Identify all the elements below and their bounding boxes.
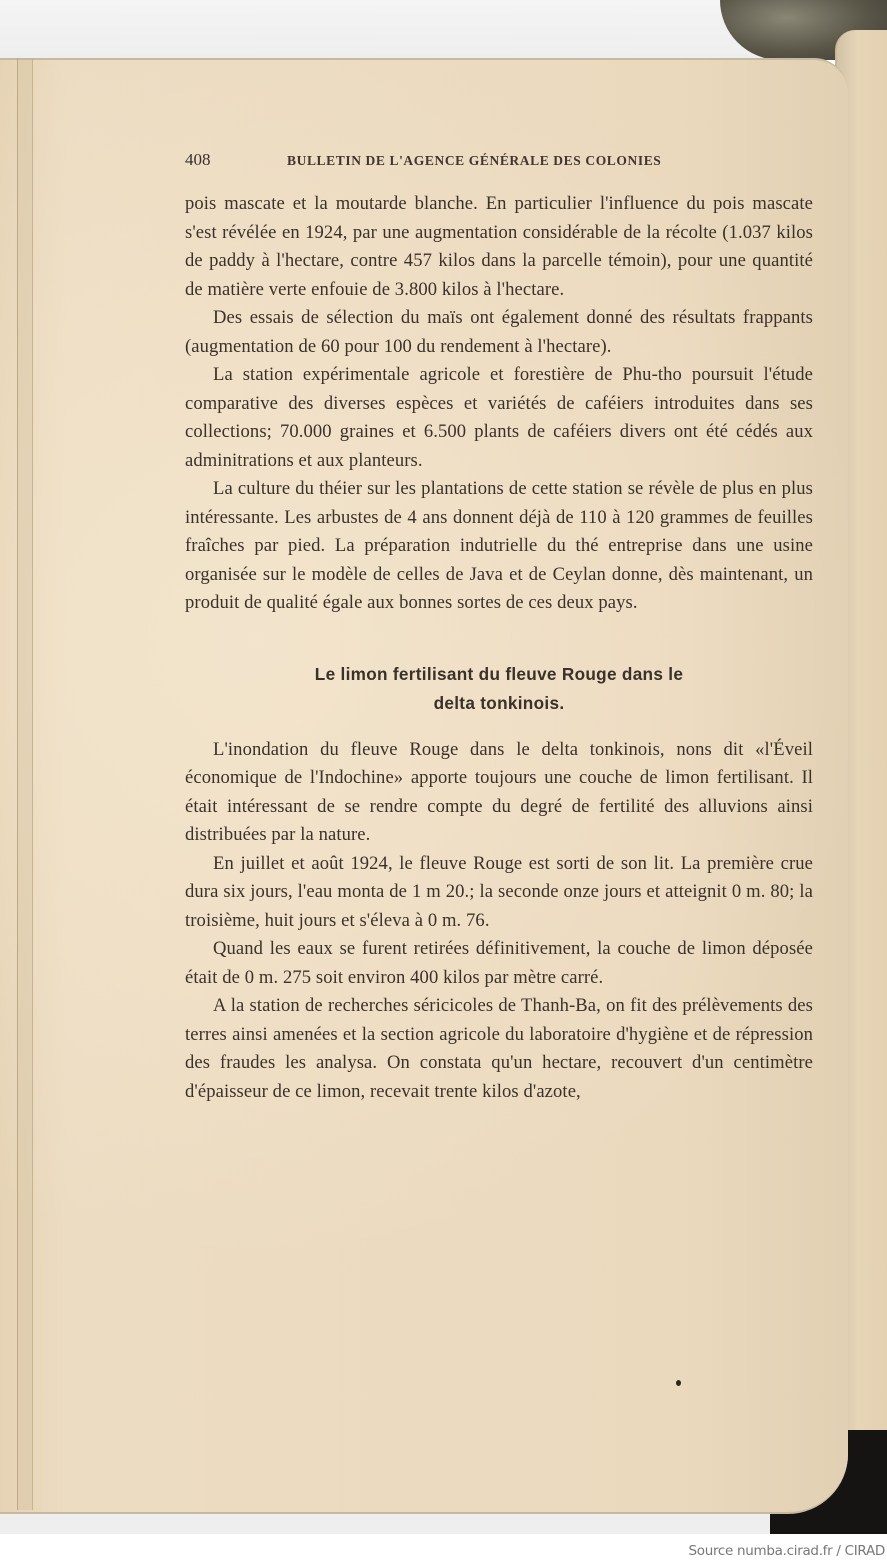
running-head	[185, 150, 813, 180]
binding-margin	[17, 58, 33, 1510]
paragraph-phu-tho: La station expérimentale agricole et forestière de Phu-tho poursuit l'étude comparative des diverses espèces et variétés de caféiers introduites dans ses collections; 70.000 graines et 6.500 plants de caféiers divers ont été cédés aux adminitrations et aux planteurs.	[185, 364, 813, 471]
section-heading-line-1: Le limon fertilisant du fleuve Rouge dans le	[314, 663, 684, 684]
paragraph-inondation: L'inondation du fleuve Rouge dans le delta tonkinois, nons dit «l'Éveil économique de l'Indochine» apporte toujours une couche de limon fertilisant. Il était intéressant de se rendre compte du degré de fertilité des alluvions ainsi distribuées par la nature.	[185, 738, 813, 845]
running-head-title: BULLETIN DE L'AGENCE GÉNÉRALE DES COLONIES	[287, 153, 662, 168]
ink-dot	[676, 1380, 681, 1386]
source-credit: Source numba.cirad.fr / CIRAD	[688, 1543, 885, 1559]
paragraph-mais: Des essais de sélection du maïs ont également donné des résultats frappants (augmentation de 60 pour 100 du rendement à l'hectare).	[185, 307, 813, 357]
paragraph-continuation: pois mascate et la moutarde blanche. En particulier l'influence du pois mascate s'est révélée en 1924, par une augmentation considérable de la récolte (1.037 kilos de paddy à l'hectare, contre 457 kilos dans la parcelle témoin), pour une quantité de matière verte enfouie de 3.800 kilos à l'hectare.	[185, 193, 813, 300]
paragraph-theier: La culture du théier sur les plantations de cette station se révèle de plus en plus intéressante. Les arbustes de 4 ans donnent déjà de 110 à 120 grammes de feuilles fraîches par pied. La préparation indutrielle du thé entreprise dans une usine organisée sur le modèle de celles de Java et de Ceylan donne, dès maintenant, un produit de qualité égale aux bonnes sortes de ces deux pays.	[185, 478, 813, 613]
paragraph-limon: Quand les eaux se furent retirées définitivement, la couche de limon déposée était de 0 m. 275 soit environ 400 kilos par mètre carré.	[185, 938, 813, 988]
paragraph-thanh-ba: A la station de recherches séricicoles de Thanh-Ba, on fit des prélèvements des terres ainsi amenées et la section agricole du laboratoire d'hygiène et de répression des fraudes les analysa. On constata qu'un hectare, recouvert d'un centimètre d'épaisseur de ce limon, recevait trente kilos d'azote,	[185, 995, 813, 1102]
page-number: 408	[185, 150, 211, 169]
page-content	[185, 150, 813, 1106]
section-heading-line-2: delta tonkinois.	[433, 692, 565, 713]
paragraph-crues: En juillet et août 1924, le fleuve Rouge est sorti de son lit. La première crue dura six jours, l'eau monta de 1 m 20.; la seconde onze jours et atteignit 0 m. 80; la troisième, huit jours et s'éleva à 0 m. 76.	[185, 852, 813, 931]
section-heading	[185, 660, 813, 718]
